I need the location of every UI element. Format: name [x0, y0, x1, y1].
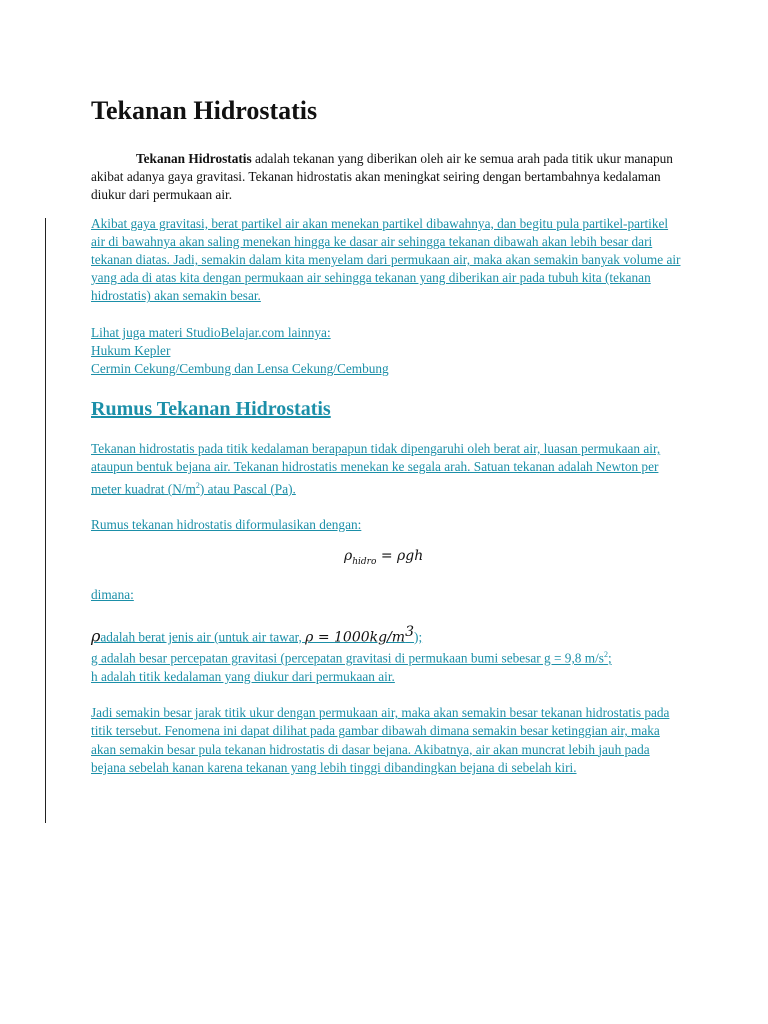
gravity-paragraph[interactable]: Akibat gaya gravitasi, berat partikel air akan menekan partikel dibawahnya, dan begitu pula partikel-partikel air di bawahnya akan saling menekan hingga ke dasar air sehingga tekanan dibawah akan lebih besar dari tekanan diatas. Jadi, semakin dalam kita menyelam dari permukaan air, maka akan semakin banyak volume air yang ada di atas kita dengan permukaan air sehingga tekanan yang diberikan air pada tubuh kita (tekanan hidrostatis) akan semakin besar.: [91, 215, 681, 304]
rho-end: );: [414, 629, 423, 645]
see-also-heading[interactable]: Lihat juga materi StudioBelajar.com lainnya:: [91, 324, 331, 340]
intro-text: adalah tekanan yang diberikan oleh air ke semua arah pada titik ukur manapun akibat adanya gaya gravitasi. Tekanan hidrostatis akan meningkat seiring dengan bertambahnya kedalaman diukur dari permukaan air.: [91, 151, 673, 203]
see-also-link-kepler[interactable]: Hukum Kepler: [91, 342, 171, 358]
definition-h[interactable]: h adalah titik kedalaman yang diukur dari permukaan air.: [91, 668, 395, 684]
g-text: g adalah besar percepatan gravitasi (percepatan gravitasi di permukaan bumi sebesar g = 9,8 m/s: [91, 650, 604, 666]
intro-paragraph: [91, 150, 681, 205]
rho-symbol: ρ: [91, 626, 101, 646]
g-sup: 2: [603, 650, 608, 660]
pressure-text-a: Tekanan hidrostatis pada titik kedalaman berapapun tidak dipengaruhi oleh berat air, luasan permukaan air, ataupun bentuk bejana air. Tekanan hidrostatis menekan ke segala arah. Satuan tekanan adalah Newton per meter kuadrat (N/m: [91, 441, 661, 497]
definitions-list: [91, 623, 681, 686]
rho-text: adalah berat jenis air (untuk air tawar,: [100, 629, 306, 645]
formula-lhs: ρ: [344, 548, 353, 565]
pressure-text-b: ) atau Pascal (Pa).: [199, 481, 296, 497]
definition-rho[interactable]: [91, 623, 681, 647]
see-also-link-cermin[interactable]: Cermin Cekung/Cembung dan Lensa Cekung/Cembung: [91, 361, 389, 377]
document-content: [91, 88, 681, 777]
definition-g[interactable]: [91, 646, 681, 668]
formula-lhs-sub: hidro: [352, 557, 377, 568]
formula-intro-paragraph[interactable]: Rumus tekanan hidrostatis diformulasikan dengan:: [91, 517, 362, 533]
pressure-sup: 2: [195, 480, 200, 490]
pressure-paragraph[interactable]: [91, 440, 681, 498]
rho-value-sup: 3: [405, 623, 415, 640]
conclusion-paragraph[interactable]: Jadi semakin besar jarak titik ukur dengan permukaan air, maka akan semakin besar tekanan hidrostatis pada titik tersebut. Fenomena ini dapat dilihat pada gambar dibawah dimana semakin besar ketinggian air, maka akan semakin besar pula tekanan hidrostatis di dasar bejana. Akibatnya, air akan muncrat lebih jauh pada bejana sebelah kanan karena tekanan yang lebih tinggi dibandingkan bejana di sebelah kiri.: [91, 705, 670, 775]
section-title[interactable]: Rumus Tekanan Hidrostatis: [91, 398, 331, 421]
g-end: ;: [607, 650, 612, 666]
margin-change-bar: [45, 218, 46, 823]
see-also-block: [91, 324, 681, 379]
where-label[interactable]: dimana:: [91, 587, 134, 603]
intro-bold-term: Tekanan Hidrostatis: [136, 151, 252, 166]
page-title: Tekanan Hidrostatis: [91, 96, 318, 125]
rho-value: ρ = 1000kg/m: [305, 629, 406, 646]
formula-equation: [91, 548, 681, 570]
formula-rhs: = ρgh: [376, 548, 424, 565]
